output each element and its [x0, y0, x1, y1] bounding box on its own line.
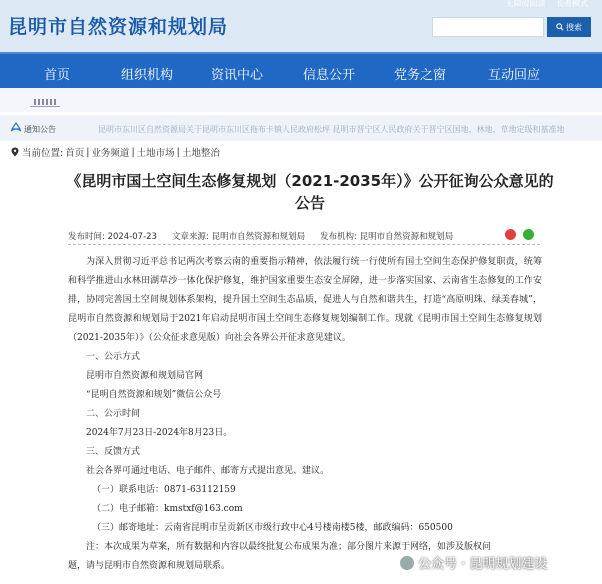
search-input[interactable] [432, 17, 544, 37]
note-line: 注：本次成果为草案，所有数据和内容以最终批复公布成果为准；部分图片来源于网络，如涉及版权问 [86, 542, 492, 552]
body-line: 社会各界可通过电话、电子邮件、邮寄方式提出意见、建议。 [86, 466, 330, 476]
building-logo [30, 99, 60, 107]
article-title: 《昆明市国土空间生态修复规划（2021-2035年）》公开征询公众意见的 公告 [66, 172, 554, 212]
weibo-share-icon[interactable] [505, 229, 516, 240]
watermark-text: 公众号 · 昆明规划建设 [418, 557, 548, 572]
banner-strip [0, 88, 602, 112]
intro-paragraph: 为深入贯彻习近平总书记两次考察云南的重要指示精神，依法履行统一行使所有国土空间生态保护修复职责，统筹和科学推进山水林田湖草沙一体化保护修复，维护国家重要生态安全屏障，进一步落实国家、云南省生态修复的工作安排，协同完善国土空间规划体系架构，提升国土空间生态品质，促进人与自然和谐共生，打造“高原明珠、绿美春城”，昆明市自然资源和规划局于2021年启动昆明市国土空间生态修复规划编制工作。现就《昆明市国土空间生态修复规划（2021-2035年）》（公众征求意见版）向社会各界公开征求意见建议。 [68, 257, 542, 343]
nav-item-party-affairs[interactable]: 党务之窗 [394, 68, 447, 83]
search-button[interactable] [547, 17, 591, 37]
article-source: 文章来源: 昆明市自然资源和规划局 [172, 232, 306, 242]
notice-bar [0, 115, 602, 141]
publisher: 发布机构: 昆明市自然资源和规划局 [320, 232, 454, 242]
breadcrumb-land-market[interactable]: 土地市场 [136, 148, 175, 159]
contact-email: （二）电子邮箱：kmstxf@163.com [92, 504, 243, 514]
note-line: 题，请与昆明市自然资源和规划局联系。 [68, 561, 231, 571]
watermark [400, 553, 547, 572]
site-title[interactable]: 昆明市自然资源和规划局 [8, 16, 229, 38]
search-button-label: 搜索 [566, 22, 582, 32]
wechat-account-icon [400, 556, 414, 570]
article-body [68, 253, 542, 576]
nav-item-organization[interactable]: 组织机构 [121, 68, 174, 83]
breadcrumb-land-remediation[interactable]: 土地整治 [181, 148, 220, 159]
accessibility-link[interactable]: 无障碍阅读 [505, 0, 546, 8]
section-heading: 二、公示时间 [86, 409, 141, 419]
search-icon [556, 23, 564, 31]
site-header [0, 0, 602, 52]
breadcrumb [10, 145, 220, 159]
body-line: 昆明市自然资源和规划局官网 [86, 371, 204, 381]
contact-address: （三）邮寄地址：云南省昆明市呈贡新区市级行政中心4号楼南楼5楼，邮政编码：650500 [92, 523, 453, 533]
breadcrumb-separator: | [131, 146, 135, 158]
body-line: 2024年7月23日-2024年8月23日。 [86, 428, 233, 438]
contact-phone: （一）联系电话：0871-63112159 [92, 485, 236, 495]
body-line: “昆明自然资源和规划”微信公众号 [86, 390, 222, 400]
elder-mode-link[interactable]: 长者模式 [556, 0, 588, 8]
nav-item-news[interactable]: 资讯中心 [211, 68, 264, 83]
breadcrumb-separator: | [86, 146, 90, 158]
notice-ticker[interactable]: 昆明市东川区自然资源局关于昆明市东川区拖布卡镇人民政府松坪 昆明市晋宁区人民政府关于晋宁区国地、林地、草地定级和基准地 [98, 125, 565, 134]
breadcrumb-separator: | [176, 146, 180, 158]
nav-item-info-disclosure[interactable]: 信息公开 [303, 68, 356, 83]
divider [68, 244, 540, 245]
publish-time: 发布时间: 2024-07-23 [68, 232, 157, 242]
breadcrumb-label: 当前位置: [22, 148, 64, 159]
section-heading: 三、反馈方式 [86, 447, 141, 457]
section-heading: 一、公示方式 [86, 352, 141, 362]
top-links [497, 0, 588, 9]
breadcrumb-home[interactable]: 首页 [65, 148, 85, 159]
nav-item-interaction[interactable]: 互动回应 [488, 68, 541, 83]
notice-label: 通知公告 [24, 125, 56, 134]
notice-icon [10, 121, 22, 133]
breadcrumb-business[interactable]: 业务频道 [91, 148, 130, 159]
nav-item-home[interactable]: 首页 [44, 68, 71, 83]
main-nav [0, 52, 602, 88]
wechat-share-icon[interactable] [523, 229, 534, 240]
location-pin-icon [10, 147, 20, 157]
